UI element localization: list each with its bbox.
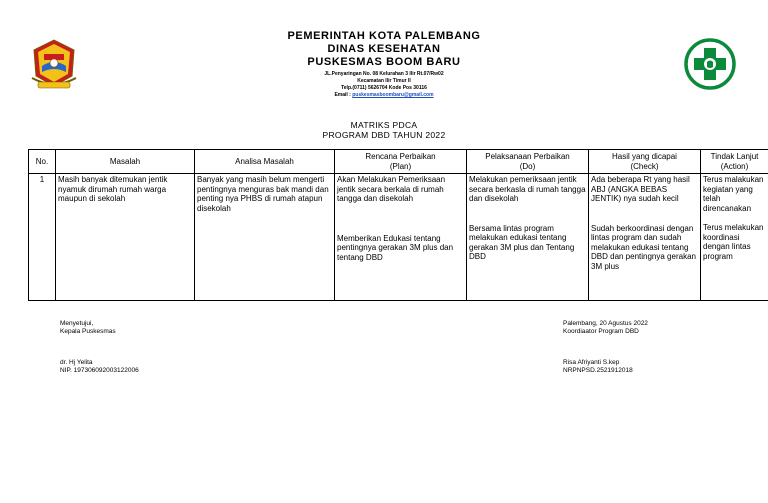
address: JL.Penyaringan No. 08 Kelurahan 3 Ilir Rt.07/Rw02 [324, 71, 444, 77]
coordinator-nip: NRPNPSD.2521912018 [563, 367, 633, 374]
header-hasil-sub: (Check) [630, 161, 659, 171]
header-rencana [335, 150, 467, 174]
rencana-item-2: Memberikan Edukasi tentang pentingnya gerakan 3M plus dan tentang DBD [337, 233, 454, 262]
table-header-row [29, 150, 768, 174]
approval-label: Menyetujui, [60, 320, 94, 327]
header-hasil [589, 150, 701, 174]
palembang-city-logo [30, 36, 78, 92]
hasil-item-2: Sudah berkoordinasi dengan lintas program dan sudah melakukan edukasi tentang DBD dan pentingnya gerakan 3M plus [591, 223, 696, 271]
email-label: Email : [334, 92, 351, 98]
department-name: DINAS KESEHATAN [327, 43, 441, 55]
table-row [29, 174, 768, 301]
puskesmas-name: PUSKESMAS BOOM BARU [307, 56, 461, 68]
title-line-1: MATRIKS PDCA [350, 120, 418, 130]
approver-nip: NIP. 197306092003122006 [60, 367, 139, 374]
coordinator-name: Risa Afriyanti S.kep [563, 359, 620, 366]
phone: Telp.(0711) 5626704 Kode Pos 30116 [341, 85, 427, 91]
email-link[interactable]: puskesmasboombaru@gmail.com [352, 92, 434, 98]
cell-hasil [589, 174, 701, 301]
pdca-matrix-table [28, 149, 768, 301]
header-rencana-label: Rencana Perbaikan [365, 152, 436, 161]
cell-tindak [701, 174, 768, 301]
tindak-item-2: Terus melakukan koordinasi dengan lintas program [703, 223, 764, 261]
tindak-item-1: Terus malakukan kegiatan yang telah direncanakan [703, 175, 764, 213]
cell-masalah: Masih banyak ditemukan jentik nyamuk dirumah rumah warga maupun di sekolah [56, 174, 195, 301]
puskesmas-logo [683, 37, 737, 91]
title-line-2: PROGRAM DBD TAHUN 2022 [322, 130, 446, 140]
header-tindak-label: Tindak Lanjut [710, 152, 759, 161]
document-title [250, 120, 518, 140]
government-name: PEMERINTAH KOTA PALEMBANG [287, 30, 481, 42]
district: Kecamatan Ilir Timur II [357, 78, 411, 84]
header-tindak [701, 150, 768, 174]
cell-pelaksanaan [467, 174, 589, 301]
letterhead [250, 30, 518, 99]
hasil-item-1: Ada beberapa Rt yang hasil ABJ (ANGKA BEBAS JENTIK) nya sudah kecil [591, 175, 690, 203]
header-no: No. [29, 150, 56, 174]
approver-name: dr. Hj Yelita [60, 359, 93, 366]
cell-no: 1 [29, 174, 56, 301]
signature-right [563, 320, 648, 375]
header-analisa: Analisa Masalah [195, 150, 335, 174]
cell-rencana [335, 174, 467, 301]
header-rencana-sub: (Plan) [389, 161, 412, 171]
approver-title: Kepala Puskesmas [60, 328, 116, 335]
header-pelaksanaan-sub: (Do) [519, 161, 536, 171]
cell-analisa: Banyak yang masih belum mengerti pentingnya menguras bak mandi dan penting nya PHBS di rumah atapun disekolah [195, 174, 335, 301]
rencana-item-1: Akan Melakukan Pemeriksaan jentik secara berkala di rumah tangga dan disekolah [337, 175, 446, 203]
header-pelaksanaan-label: Pelaksanaan Perbaikan [485, 152, 570, 161]
header-masalah: Masalah [56, 150, 195, 174]
place-date: Palembang, 20 Agustus 2022 [563, 320, 648, 327]
signature-left [60, 320, 139, 375]
email-line [250, 92, 518, 99]
pelaksanaan-item-2: Bersama lintas program melakukan edukasi tentang gerakan 3M plus dan Tentang DBD [469, 223, 575, 261]
pelaksanaan-item-1: Melakukan pemeriksaan jentik secara berkasla di rumah tangga dan disekolah [469, 175, 586, 203]
header-pelaksanaan [467, 150, 589, 174]
header-tindak-sub: (Action) [720, 161, 749, 171]
coordinator-title: Koordiaator Program DBD [563, 328, 639, 335]
header-hasil-label: Hasil yang dicapai [612, 152, 677, 161]
